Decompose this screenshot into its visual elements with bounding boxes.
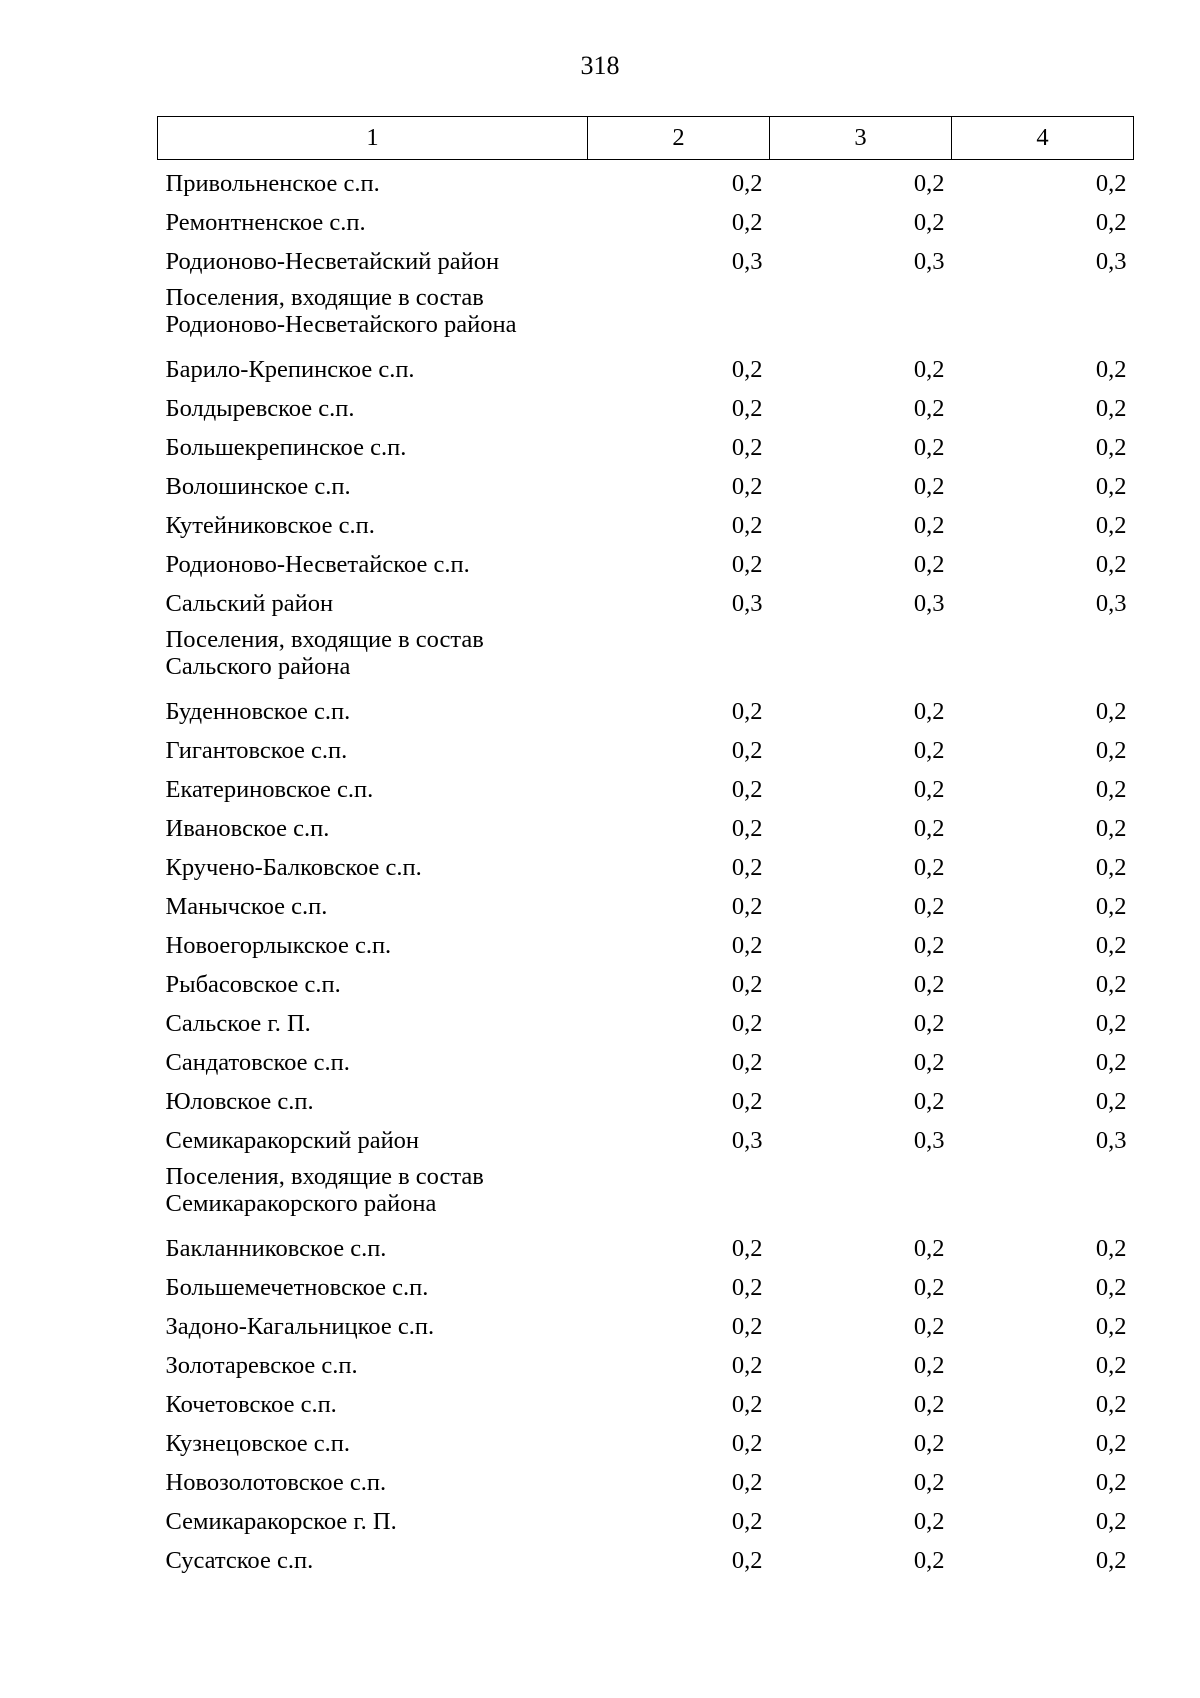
- table-body: [158, 160, 1134, 1581]
- row-value-cell-3: [770, 281, 952, 350]
- row-value-cell-2: [588, 1160, 770, 1229]
- row-value-cell-4: 0,2: [1095, 550, 1127, 578]
- row-value-cell-2: 0,2: [731, 697, 763, 725]
- row-value-cell-4: 0,2: [1095, 472, 1127, 500]
- row-name-cell: Буденновское с.п.: [165, 697, 351, 725]
- row-value-cell-4: 0,2: [1095, 697, 1127, 725]
- row-value-cell-3: 0,2: [913, 1468, 945, 1496]
- row-value-cell-3: 0,2: [913, 697, 945, 725]
- row-value-cell-2: 0,2: [731, 1087, 763, 1115]
- row-value-cell-4: [952, 281, 1134, 350]
- row-value-cell-3: 0,2: [913, 1273, 945, 1301]
- row-name-cell: Сандатовское с.п.: [165, 1048, 350, 1076]
- row-value-cell-2: 0,2: [731, 511, 763, 539]
- row-value-cell-4: 0,2: [1095, 394, 1127, 422]
- row-name-cell: Родионово-Несветайский район: [165, 247, 500, 275]
- row-value-cell-4: 0,2: [1095, 736, 1127, 764]
- row-value-cell-2: 0,2: [731, 169, 763, 197]
- header-cell-2: 2: [588, 117, 770, 160]
- row-value-cell-4: 0,2: [1095, 355, 1127, 383]
- table-row: [158, 389, 1134, 428]
- row-value-cell-4: 0,2: [1095, 1048, 1127, 1076]
- row-value-cell-3: 0,2: [913, 892, 945, 920]
- row-value-cell-2: 0,2: [731, 1468, 763, 1496]
- row-name-cell: Болдыревское с.п.: [165, 394, 355, 422]
- header-cell-1: 1: [158, 117, 588, 160]
- row-value-cell-4: 0,2: [1095, 853, 1127, 881]
- row-name-cell: Барило-Крепинское с.п.: [165, 355, 415, 383]
- row-value-cell-3: 0,2: [913, 1234, 945, 1262]
- table-row: [158, 1424, 1134, 1463]
- row-value-cell-2: 0,2: [731, 394, 763, 422]
- row-value-cell-2: 0,2: [731, 1234, 763, 1262]
- row-value-cell-3: 0,2: [913, 433, 945, 461]
- row-name-cell: Манычское с.п.: [165, 892, 328, 920]
- row-value-cell-2: 0,2: [731, 1048, 763, 1076]
- table-row: [158, 692, 1134, 731]
- row-value-cell-4: [952, 1160, 1134, 1229]
- table-row: [158, 1082, 1134, 1121]
- row-value-cell-2: 0,2: [731, 472, 763, 500]
- table-row: [158, 1502, 1134, 1541]
- row-name-cell: Бакланниковское с.п.: [165, 1234, 387, 1262]
- table-row: [158, 926, 1134, 965]
- row-value-cell-2: 0,2: [731, 433, 763, 461]
- row-value-cell-4: 0,2: [1095, 169, 1127, 197]
- row-value-cell-2: 0,2: [731, 1546, 763, 1574]
- row-value-cell-2: 0,2: [731, 1009, 763, 1037]
- row-value-cell-4: 0,3: [1095, 1126, 1127, 1154]
- table-header: [158, 117, 1134, 160]
- table-row: [158, 1307, 1134, 1346]
- row-value-cell-3: 0,2: [913, 394, 945, 422]
- row-value-cell-3: 0,2: [913, 1087, 945, 1115]
- row-value-cell-3: 0,2: [913, 355, 945, 383]
- row-name-cell: Золотаревское с.п.: [165, 1351, 358, 1379]
- row-value-cell-2: 0,2: [731, 355, 763, 383]
- row-name-cell: Рыбасовское с.п.: [165, 970, 341, 998]
- row-value-cell-3: 0,2: [913, 970, 945, 998]
- row-value-cell-4: 0,2: [1095, 433, 1127, 461]
- table-row: [158, 584, 1134, 623]
- row-name-cell: Новоегорлыкское с.п.: [165, 931, 392, 959]
- row-name-cell: Поселения, входящие в состав Сальского района: [165, 626, 484, 680]
- row-value-cell-2: 0,3: [731, 247, 763, 275]
- row-value-cell-3: 0,2: [913, 1009, 945, 1037]
- row-value-cell-3: 0,2: [913, 736, 945, 764]
- row-name-cell: Семикаракорский район: [165, 1126, 420, 1154]
- row-value-cell-2: 0,2: [731, 853, 763, 881]
- table-row: [158, 1043, 1134, 1082]
- table-row: [158, 1268, 1134, 1307]
- table-row: [158, 623, 1134, 692]
- header-cell-3: 3: [770, 117, 952, 160]
- row-name-cell: Поселения, входящие в состав Родионово-Несветайского района: [165, 284, 517, 338]
- table-row: [158, 1004, 1134, 1043]
- table-row: [158, 887, 1134, 926]
- row-value-cell-3: 0,2: [913, 1312, 945, 1340]
- row-value-cell-4: 0,3: [1095, 589, 1127, 617]
- table-row: [158, 1541, 1134, 1580]
- row-value-cell-3: 0,2: [913, 169, 945, 197]
- row-name-cell: Задоно-Кагальницкое с.п.: [165, 1312, 435, 1340]
- row-name-cell: Привольненское с.п.: [165, 169, 380, 197]
- row-value-cell-3: [770, 623, 952, 692]
- header-cell-4: 4: [952, 117, 1134, 160]
- row-value-cell-2: 0,2: [731, 1507, 763, 1535]
- row-value-cell-2: 0,2: [731, 550, 763, 578]
- table-row: [158, 1463, 1134, 1502]
- row-value-cell-3: 0,2: [913, 208, 945, 236]
- row-name-cell: Екатериновское с.п.: [165, 775, 374, 803]
- row-value-cell-2: 0,2: [731, 931, 763, 959]
- row-name-cell: Юловское с.п.: [165, 1087, 314, 1115]
- row-name-cell: Сусатское с.п.: [165, 1546, 314, 1574]
- row-value-cell-4: 0,2: [1095, 1351, 1127, 1379]
- row-value-cell-4: 0,2: [1095, 208, 1127, 236]
- table-row: [158, 1385, 1134, 1424]
- row-value-cell-2: 0,3: [731, 1126, 763, 1154]
- table-row: [158, 203, 1134, 242]
- row-name-cell: Сальский район: [165, 589, 334, 617]
- row-value-cell-4: 0,2: [1095, 1312, 1127, 1340]
- row-value-cell-4: [952, 623, 1134, 692]
- row-value-cell-2: 0,2: [731, 775, 763, 803]
- table-row: [158, 160, 1134, 204]
- row-name-cell: Семикаракорское г. П.: [165, 1507, 397, 1535]
- row-value-cell-2: 0,2: [731, 1390, 763, 1418]
- row-value-cell-4: 0,2: [1095, 814, 1127, 842]
- table-row: [158, 965, 1134, 1004]
- row-name-cell: Волошинское с.п.: [165, 472, 351, 500]
- row-value-cell-4: 0,2: [1095, 511, 1127, 539]
- row-name-cell: Поселения, входящие в состав Семикаракорского района: [165, 1163, 484, 1217]
- row-name-cell: Гигантовское с.п.: [165, 736, 348, 764]
- row-value-cell-4: 0,2: [1095, 1546, 1127, 1574]
- row-value-cell-3: 0,2: [913, 814, 945, 842]
- row-name-cell: Кузнецовское с.п.: [165, 1429, 351, 1457]
- row-value-cell-4: 0,2: [1095, 1390, 1127, 1418]
- row-value-cell-2: 0,2: [731, 736, 763, 764]
- row-name-cell: Кутейниковское с.п.: [165, 511, 375, 539]
- row-value-cell-4: 0,2: [1095, 931, 1127, 959]
- row-value-cell-2: 0,2: [731, 970, 763, 998]
- row-value-cell-3: 0,2: [913, 1546, 945, 1574]
- table-row: [158, 281, 1134, 350]
- row-value-cell-4: 0,2: [1095, 970, 1127, 998]
- row-value-cell-4: 0,2: [1095, 1009, 1127, 1037]
- table-row: [158, 1121, 1134, 1160]
- row-name-cell: Родионово-Несветайское с.п.: [165, 550, 470, 578]
- table-row: [158, 848, 1134, 887]
- row-value-cell-2: [588, 623, 770, 692]
- row-name-cell: Сальское г. П.: [165, 1009, 311, 1037]
- row-value-cell-2: 0,2: [731, 892, 763, 920]
- table-row: [158, 350, 1134, 389]
- row-value-cell-4: 0,2: [1095, 1087, 1127, 1115]
- row-value-cell-2: 0,2: [731, 208, 763, 236]
- row-value-cell-4: 0,2: [1095, 1468, 1127, 1496]
- row-value-cell-3: 0,2: [913, 1351, 945, 1379]
- row-value-cell-2: 0,3: [731, 589, 763, 617]
- row-value-cell-3: 0,3: [913, 589, 945, 617]
- table-row: [158, 242, 1134, 281]
- row-name-cell: Кочетовское с.п.: [165, 1390, 337, 1418]
- row-value-cell-3: 0,2: [913, 1048, 945, 1076]
- table-row: [158, 467, 1134, 506]
- row-value-cell-2: 0,2: [731, 1312, 763, 1340]
- row-name-cell: Ремонтненское с.п.: [165, 208, 366, 236]
- table-row: [158, 809, 1134, 848]
- row-name-cell: Новозолотовское с.п.: [165, 1468, 387, 1496]
- page-number: 318: [580, 51, 620, 80]
- row-value-cell-4: 0,2: [1095, 1429, 1127, 1457]
- table-row: [158, 545, 1134, 584]
- table-row: [158, 770, 1134, 809]
- table-row: [158, 1346, 1134, 1385]
- row-name-cell: Ивановское с.п.: [165, 814, 330, 842]
- header-row: [158, 117, 1134, 160]
- row-value-cell-3: 0,2: [913, 550, 945, 578]
- row-value-cell-3: 0,2: [913, 853, 945, 881]
- row-value-cell-3: 0,2: [913, 775, 945, 803]
- row-value-cell-3: 0,2: [913, 472, 945, 500]
- row-value-cell-2: 0,2: [731, 1429, 763, 1457]
- row-value-cell-2: 0,2: [731, 1351, 763, 1379]
- row-value-cell-4: 0,3: [1095, 247, 1127, 275]
- row-value-cell-3: 0,2: [913, 1429, 945, 1457]
- table-row: [158, 428, 1134, 467]
- row-value-cell-3: 0,2: [913, 931, 945, 959]
- row-value-cell-2: [588, 281, 770, 350]
- row-value-cell-4: 0,2: [1095, 775, 1127, 803]
- row-value-cell-3: 0,2: [913, 1507, 945, 1535]
- table-row: [158, 1160, 1134, 1229]
- row-value-cell-3: 0,3: [913, 247, 945, 275]
- row-value-cell-2: 0,2: [731, 1273, 763, 1301]
- table-row: [158, 506, 1134, 545]
- row-value-cell-4: 0,2: [1095, 1273, 1127, 1301]
- row-value-cell-3: 0,2: [913, 511, 945, 539]
- table-row: [158, 1229, 1134, 1268]
- row-name-cell: Большемечетновское с.п.: [165, 1273, 429, 1301]
- row-name-cell: Кручено-Балковское с.п.: [165, 853, 422, 881]
- row-value-cell-3: [770, 1160, 952, 1229]
- row-value-cell-4: 0,2: [1095, 1234, 1127, 1262]
- row-value-cell-4: 0,2: [1095, 892, 1127, 920]
- row-name-cell: Большекрепинское с.п.: [165, 433, 407, 461]
- row-value-cell-2: 0,2: [731, 814, 763, 842]
- row-value-cell-3: 0,3: [913, 1126, 945, 1154]
- table-row: [158, 731, 1134, 770]
- row-value-cell-4: 0,2: [1095, 1507, 1127, 1535]
- data-table: [157, 116, 1134, 1580]
- row-value-cell-3: 0,2: [913, 1390, 945, 1418]
